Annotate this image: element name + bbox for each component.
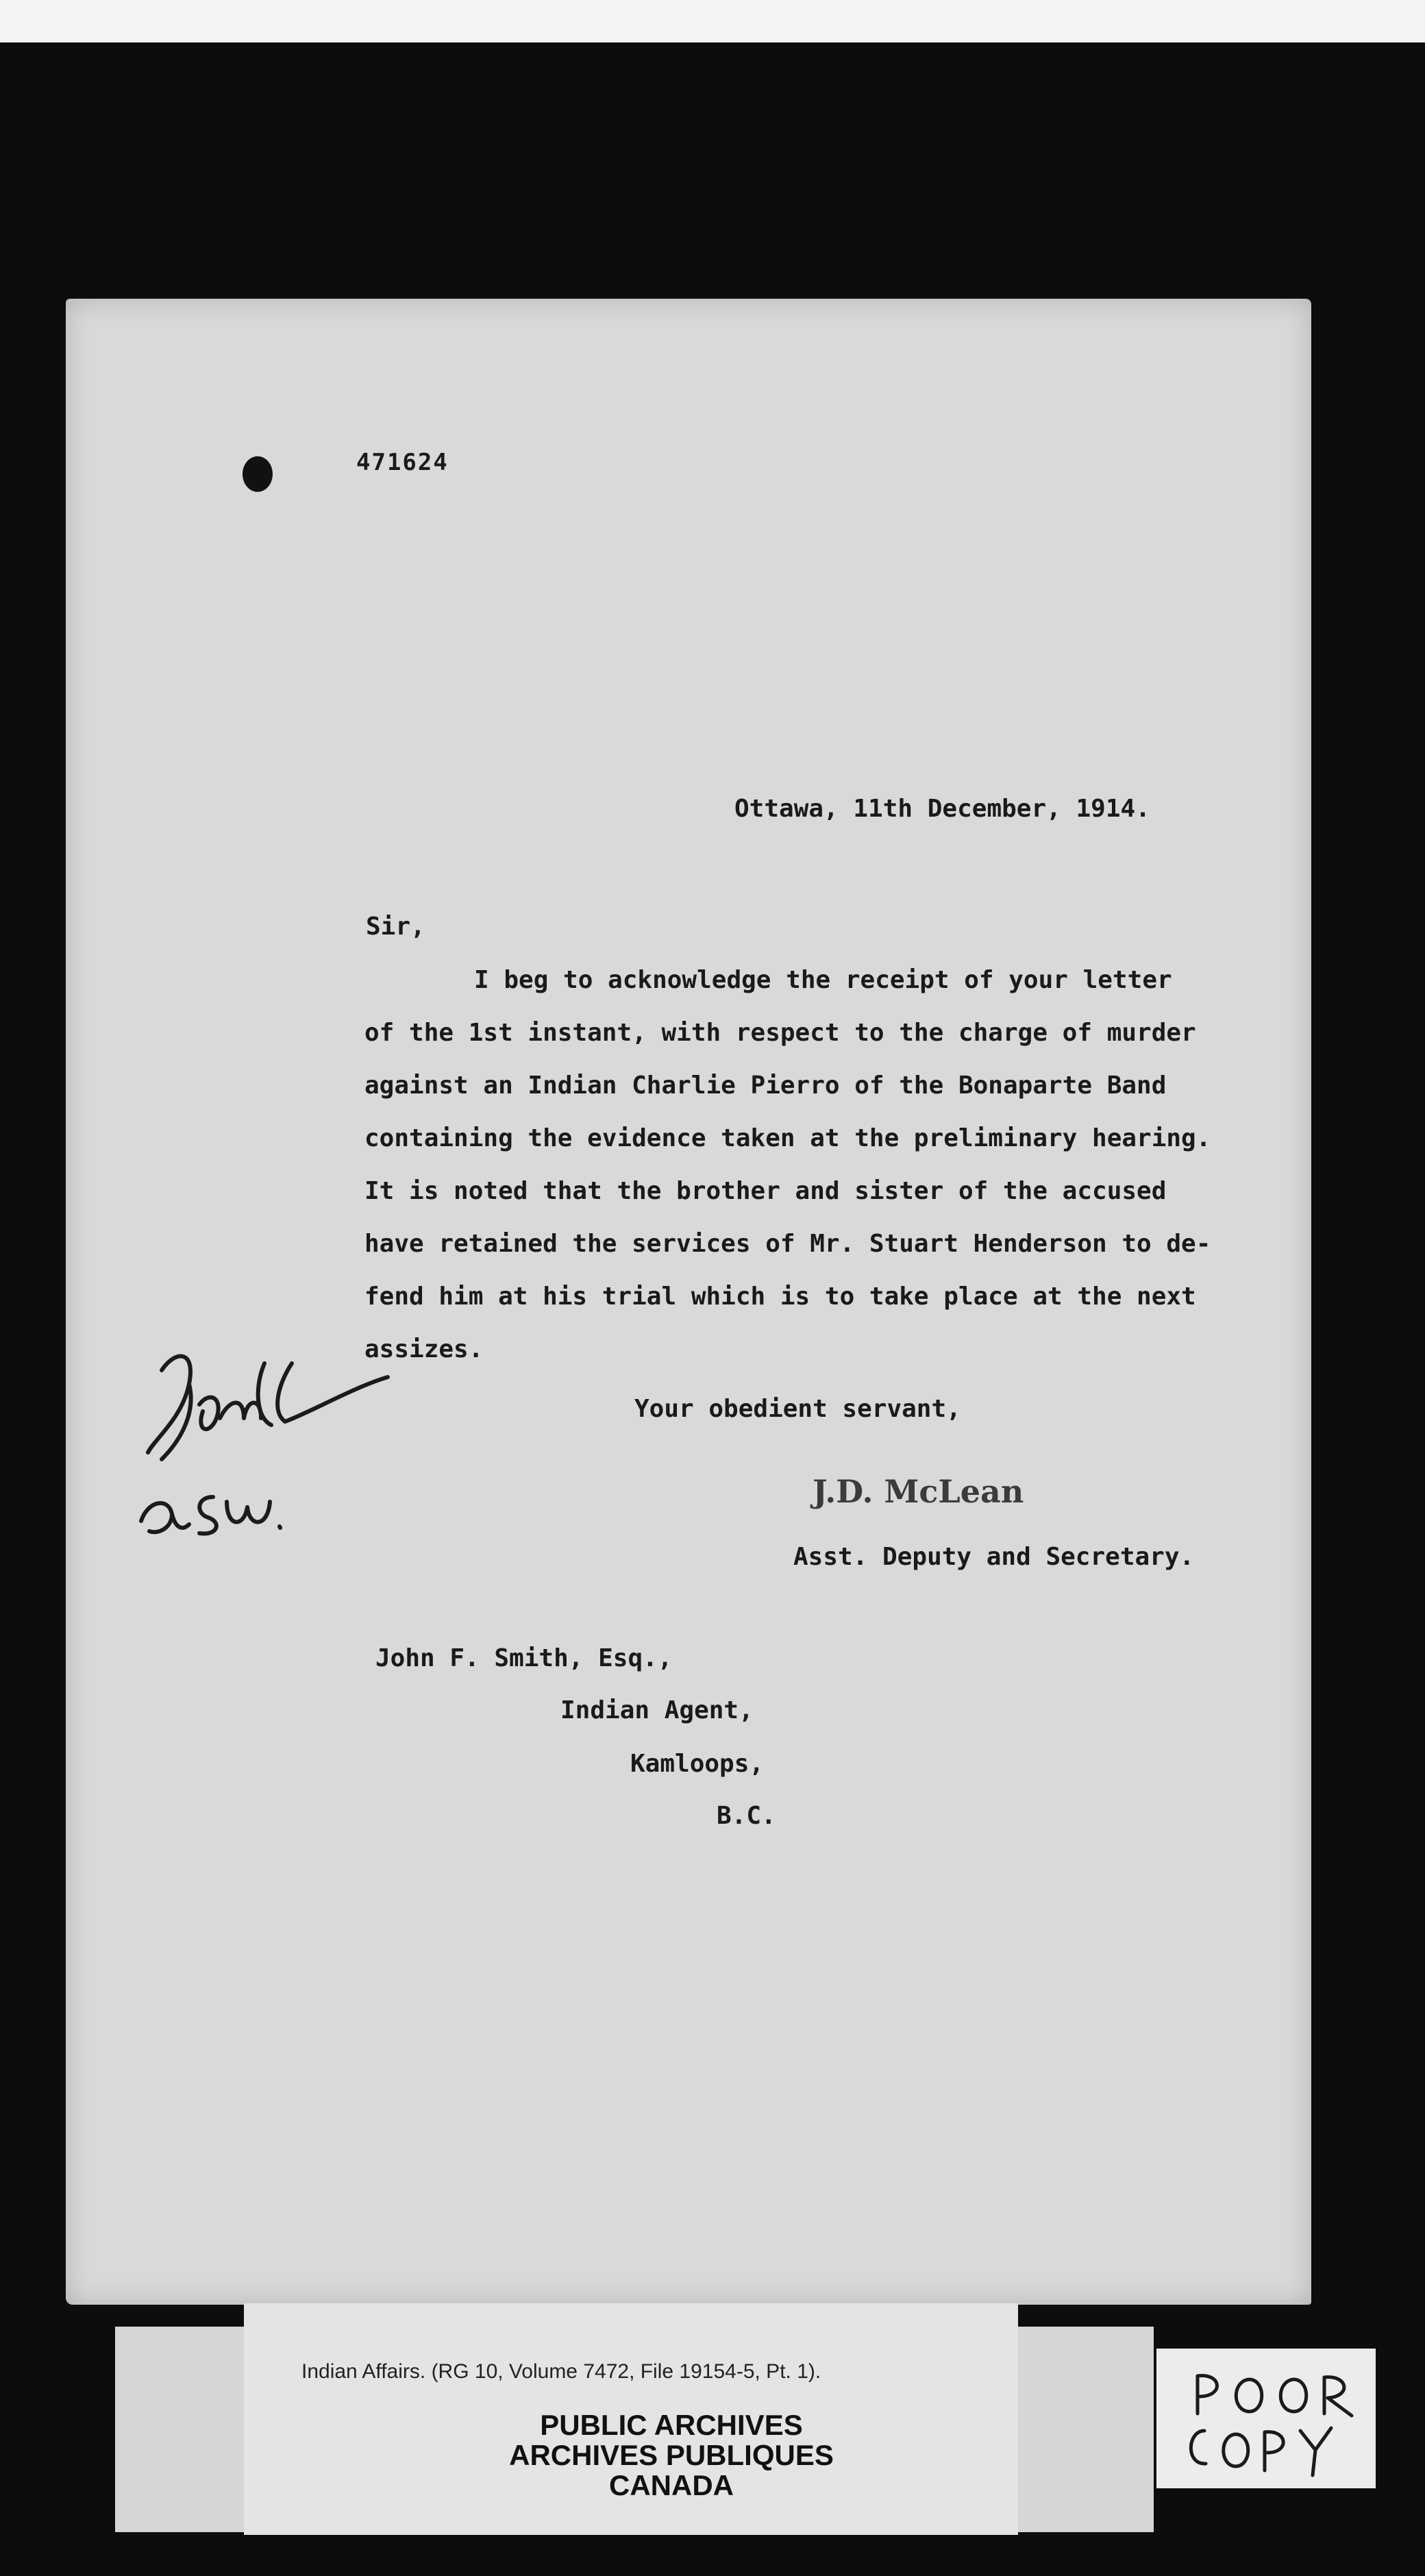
archive-line: ARCHIVES PUBLIQUES	[509, 2439, 834, 2471]
body-line: assizes.	[364, 1335, 484, 1363]
punch-hole	[243, 456, 273, 492]
address-line: B.C.	[717, 1802, 776, 1830]
handwritten-initials	[134, 1322, 422, 1583]
body-line: have retained the services of Mr. Stuart Henderson to de-	[364, 1230, 1211, 1258]
address-line: John F. Smith, Esq.,	[375, 1644, 673, 1672]
body-line: I beg to acknowledge the receipt of your letter	[474, 966, 1172, 994]
signature-title: Asst. Deputy and Secretary.	[793, 1543, 1195, 1571]
closing: Your obedient servant,	[634, 1395, 961, 1423]
signature-stamp: J.D. McLean	[813, 1473, 1024, 1510]
body-line: of the 1st instant, with respect to the charge of murder	[364, 1019, 1196, 1047]
address-line: Indian Agent,	[560, 1696, 754, 1724]
address-line: Kamloops,	[630, 1750, 765, 1778]
document-number: 471624	[356, 449, 449, 476]
body-line: containing the evidence taken at the preliminary hearing.	[364, 1124, 1211, 1152]
body-line: against an Indian Charlie Pierro of the Bonaparte Band	[364, 1072, 1167, 1100]
archive-line: PUBLIC ARCHIVES	[540, 2409, 803, 2441]
scan-top-margin	[0, 0, 1425, 42]
archive-stamp	[370, 2410, 973, 2501]
salutation: Sir,	[366, 913, 425, 941]
date-line: Ottawa, 11th December, 1914.	[734, 795, 1150, 823]
body-line: fend him at his trial which is to take place at the next	[364, 1283, 1196, 1311]
archive-citation: Indian Affairs. (RG 10, Volume 7472, File 19154-5, Pt. 1).	[301, 2360, 821, 2383]
poor-copy-note	[1156, 2349, 1376, 2488]
body-line: It is noted that the brother and sister of the accused	[364, 1177, 1167, 1205]
letter-body	[364, 954, 1269, 1376]
archive-line: CANADA	[609, 2469, 734, 2501]
